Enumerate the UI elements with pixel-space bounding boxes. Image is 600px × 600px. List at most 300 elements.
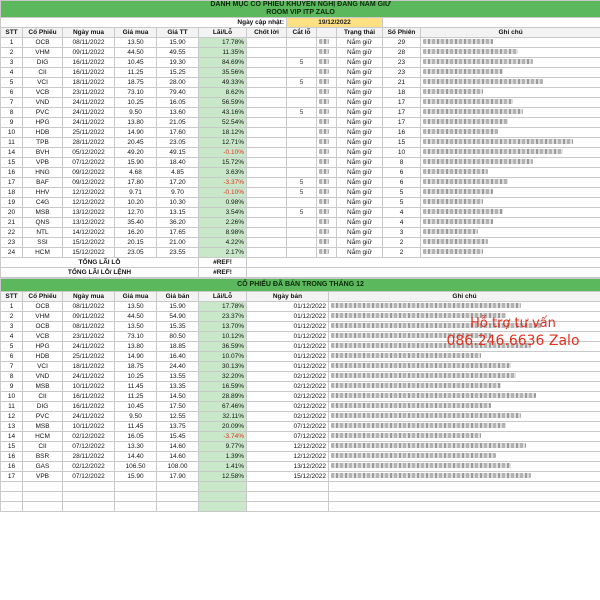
promo-phone[interactable]: 086.246.6636 Zalo [446, 333, 580, 349]
holding-row[interactable] [1, 138, 600, 148]
empty-row [1, 482, 600, 492]
redacted-note [423, 219, 493, 224]
sold-sell-date: 01/12/2022 [247, 332, 329, 342]
empty-cell [1, 482, 23, 492]
holding-pl: 84.69% [199, 58, 247, 68]
holding-pl: 2.26% [199, 218, 247, 228]
holding-stt: 22 [1, 228, 23, 238]
holding-status: Nắm giữ [337, 118, 383, 128]
holding-buy-price: 10.20 [115, 198, 157, 208]
sold-row[interactable] [1, 442, 600, 452]
sold-ticker: VND [23, 372, 63, 382]
holding-status: Nắm giữ [337, 248, 383, 258]
updated-label: Ngày cập nhật: [1, 18, 287, 28]
holding-status: Nắm giữ [337, 48, 383, 58]
sold-row[interactable] [1, 462, 600, 472]
holdings-header-row [1, 28, 600, 38]
holding-status: Nắm giữ [337, 238, 383, 248]
redacted-note [319, 129, 329, 134]
holding-stt: 18 [1, 188, 23, 198]
holding-market-price: 19.30 [157, 58, 199, 68]
sold-sell-price: 13.35 [157, 382, 199, 392]
holding-buy-price: 15.90 [115, 158, 157, 168]
holding-stt: 10 [1, 128, 23, 138]
holding-redacted [317, 148, 337, 158]
holding-ticker: VHM [23, 48, 63, 58]
holding-buy-price: 10.45 [115, 58, 157, 68]
sold-buy-date: 16/11/2022 [63, 402, 115, 412]
holding-buy-price: 9.71 [115, 188, 157, 198]
sold-row[interactable] [1, 452, 600, 462]
holding-market-price: 10.30 [157, 198, 199, 208]
redacted-note [423, 39, 493, 44]
holding-ticker: VCB [23, 88, 63, 98]
holding-buy-date: 07/12/2022 [63, 158, 115, 168]
holding-stop-loss [287, 248, 317, 258]
holding-stop-loss [287, 158, 317, 168]
holding-ticker: MSB [23, 208, 63, 218]
holding-buy-date: 16/11/2022 [63, 58, 115, 68]
holding-row[interactable] [1, 208, 600, 218]
holding-status: Nắm giữ [337, 58, 383, 68]
empty-cell [23, 492, 63, 502]
holding-status: Nắm giữ [337, 88, 383, 98]
holding-row[interactable] [1, 228, 600, 238]
sold-note [329, 452, 600, 462]
sold-stt: 13 [1, 422, 23, 432]
redacted-note [319, 219, 329, 224]
holding-row[interactable] [1, 188, 600, 198]
sold-note [329, 302, 600, 312]
sold-note [329, 312, 600, 322]
sold-sell-price: 14.60 [157, 442, 199, 452]
holdings-col-header: Ghi chú [421, 28, 600, 38]
sold-stt: 4 [1, 332, 23, 342]
holding-stt: 1 [1, 38, 23, 48]
sold-sell-price: 17.50 [157, 402, 199, 412]
holding-take-profit [247, 118, 287, 128]
redacted-note [331, 313, 506, 318]
holdings-col-header: Cắt lỗ [287, 28, 317, 38]
holding-stt: 23 [1, 238, 23, 248]
sold-note [329, 362, 600, 372]
redacted-note [319, 109, 329, 114]
holding-status: Nắm giữ [337, 218, 383, 228]
holding-note [421, 118, 600, 128]
promo-line1: Hỗ trợ tư vấn [470, 316, 556, 331]
redacted-note [331, 453, 496, 458]
redacted-note [319, 99, 329, 104]
sold-row[interactable] [1, 412, 600, 422]
holding-sessions: 5 [383, 188, 421, 198]
holding-status: Nắm giữ [337, 188, 383, 198]
holding-pl: -0.10% [199, 148, 247, 158]
holding-market-price: 17.60 [157, 128, 199, 138]
holding-stop-loss [287, 238, 317, 248]
holding-take-profit [247, 148, 287, 158]
sold-row[interactable] [1, 392, 600, 402]
redacted-note [331, 373, 516, 378]
sold-row[interactable] [1, 472, 600, 482]
holding-market-price: 15.90 [157, 38, 199, 48]
sold-row[interactable] [1, 332, 600, 342]
sold-buy-price: 13.50 [115, 302, 157, 312]
holding-stop-loss: 5 [287, 58, 317, 68]
redacted-note [423, 229, 478, 234]
sold-buy-price: 11.45 [115, 382, 157, 392]
holding-sessions: 23 [383, 68, 421, 78]
sold-col-header: Giá bán [157, 292, 199, 302]
holding-ticker: TPB [23, 138, 63, 148]
holdings-col-header [317, 28, 337, 38]
holding-note [421, 78, 600, 88]
holding-row[interactable] [1, 178, 600, 188]
updated-date[interactable]: 19/12/2022 [287, 18, 383, 28]
holding-sessions: 2 [383, 248, 421, 258]
holding-buy-price: 44.50 [115, 48, 157, 58]
holding-market-price: 49.55 [157, 48, 199, 58]
holdings-col-header: Số Phiên [383, 28, 421, 38]
sold-sell-date: 02/12/2022 [247, 382, 329, 392]
holding-market-price: 21.00 [157, 238, 199, 248]
redacted-note [319, 159, 329, 164]
empty-cell [329, 482, 600, 492]
sold-ticker: BSR [23, 452, 63, 462]
sold-row[interactable] [1, 372, 600, 382]
holdings-col-header: Cổ Phiếu [23, 28, 63, 38]
sold-note [329, 442, 600, 452]
holding-status: Nắm giữ [337, 128, 383, 138]
holding-redacted [317, 158, 337, 168]
holding-take-profit [247, 208, 287, 218]
holding-buy-date: 15/12/2022 [63, 248, 115, 258]
redacted-note [423, 49, 518, 54]
holding-buy-price: 11.25 [115, 68, 157, 78]
holding-stop-loss [287, 88, 317, 98]
holding-sessions: 16 [383, 128, 421, 138]
holding-market-price: 13.60 [157, 108, 199, 118]
empty-cell [1, 502, 23, 512]
holding-note [421, 68, 600, 78]
holding-buy-date: 16/11/2022 [63, 68, 115, 78]
redacted-note [319, 69, 329, 74]
holding-take-profit [247, 238, 287, 248]
holding-market-price: 13.15 [157, 208, 199, 218]
sold-row[interactable] [1, 362, 600, 372]
holding-buy-date: 09/12/2022 [63, 178, 115, 188]
holding-sessions: 18 [383, 88, 421, 98]
holding-sessions: 6 [383, 168, 421, 178]
holding-sessions: 28 [383, 48, 421, 58]
sold-row[interactable] [1, 312, 600, 322]
holding-redacted [317, 218, 337, 228]
sold-buy-price: 15.90 [115, 472, 157, 482]
sold-buy-date: 10/11/2022 [63, 422, 115, 432]
holding-stop-loss: 5 [287, 208, 317, 218]
holding-stt: 14 [1, 148, 23, 158]
holding-stt: 6 [1, 88, 23, 98]
empty-cell [1, 492, 23, 502]
empty-cell [157, 492, 199, 502]
sold-pl: 10.12% [199, 332, 247, 342]
holdings-col-header: Giá mua [115, 28, 157, 38]
holding-buy-price: 20.45 [115, 138, 157, 148]
holding-stt: 21 [1, 218, 23, 228]
sold-pl: 32.20% [199, 372, 247, 382]
holding-note [421, 138, 600, 148]
holding-status: Nắm giữ [337, 108, 383, 118]
holding-sessions: 5 [383, 198, 421, 208]
holding-ticker: HPG [23, 118, 63, 128]
sold-sell-date: 12/12/2022 [247, 442, 329, 452]
sold-pl: 10.07% [199, 352, 247, 362]
holding-stop-loss [287, 68, 317, 78]
sold-col-header: Ghi chú [329, 292, 600, 302]
empty-cell [329, 502, 600, 512]
holding-sessions: 15 [383, 138, 421, 148]
holding-buy-price: 16.20 [115, 228, 157, 238]
holding-sessions: 4 [383, 208, 421, 218]
sold-sell-price: 108.00 [157, 462, 199, 472]
redacted-note [319, 39, 329, 44]
sold-buy-date: 07/12/2022 [63, 442, 115, 452]
holding-row[interactable] [1, 98, 600, 108]
holding-buy-date: 08/11/2022 [63, 38, 115, 48]
holding-row[interactable] [1, 68, 600, 78]
holding-take-profit [247, 228, 287, 238]
holding-ticker: VCI [23, 78, 63, 88]
sold-row[interactable] [1, 342, 600, 352]
holding-sessions: 29 [383, 38, 421, 48]
sold-sell-date: 02/12/2022 [247, 402, 329, 412]
sold-row[interactable] [1, 352, 600, 362]
holding-sessions: 17 [383, 108, 421, 118]
sold-sell-date: 01/12/2022 [247, 312, 329, 322]
sold-pl: 16.59% [199, 382, 247, 392]
holding-row[interactable] [1, 158, 600, 168]
holding-status: Nắm giữ [337, 178, 383, 188]
empty-cell [115, 482, 157, 492]
holding-status: Nắm giữ [337, 168, 383, 178]
holding-take-profit [247, 38, 287, 48]
sold-stt: 2 [1, 312, 23, 322]
sold-buy-price: 13.30 [115, 442, 157, 452]
holding-row[interactable] [1, 168, 600, 178]
sold-stt: 12 [1, 412, 23, 422]
holding-buy-date: 25/11/2022 [63, 128, 115, 138]
holding-redacted [317, 238, 337, 248]
holding-ticker: DIG [23, 58, 63, 68]
holding-row[interactable] [1, 248, 600, 258]
sold-row[interactable] [1, 322, 600, 332]
holding-sessions: 17 [383, 118, 421, 128]
holding-note [421, 48, 600, 58]
holding-stt: 19 [1, 198, 23, 208]
holding-row[interactable] [1, 118, 600, 128]
redacted-note [423, 189, 493, 194]
holdings-col-header: Trạng thái [337, 28, 383, 38]
sold-row[interactable] [1, 422, 600, 432]
holding-row[interactable] [1, 38, 600, 48]
holding-buy-date: 09/11/2022 [63, 48, 115, 58]
redacted-note [423, 139, 573, 144]
sold-stt: 16 [1, 452, 23, 462]
redacted-note [331, 303, 521, 308]
holding-sessions: 21 [383, 78, 421, 88]
total-pl-label: TỔNG LÃI LỖ [1, 258, 199, 268]
holding-pl: -0.10% [199, 188, 247, 198]
sold-sell-price: 18.85 [157, 342, 199, 352]
redacted-note [423, 99, 513, 104]
sold-stt: 16 [1, 462, 23, 472]
empty-cell [247, 502, 329, 512]
sold-ticker: HPG [23, 342, 63, 352]
holding-stt: 2 [1, 48, 23, 58]
total-pl-row [1, 258, 600, 268]
sold-ticker: VCB [23, 332, 63, 342]
holding-pl: 17.78% [199, 38, 247, 48]
holding-row[interactable] [1, 148, 600, 158]
holding-stt: 24 [1, 248, 23, 258]
empty-cell [157, 482, 199, 492]
redacted-note [423, 149, 563, 154]
holding-market-price: 17.20 [157, 178, 199, 188]
sold-ticker: DIG [23, 402, 63, 412]
empty-cell [23, 502, 63, 512]
sold-stt: 15 [1, 442, 23, 452]
holding-take-profit [247, 48, 287, 58]
holding-market-price: 18.40 [157, 158, 199, 168]
holding-status: Nắm giữ [337, 78, 383, 88]
holding-buy-date: 15/12/2022 [63, 238, 115, 248]
holding-row[interactable] [1, 198, 600, 208]
sold-sell-date: 01/12/2022 [247, 302, 329, 312]
redacted-note [319, 49, 329, 54]
sold-buy-date: 23/11/2022 [63, 332, 115, 342]
holding-buy-price: 12.70 [115, 208, 157, 218]
holding-row[interactable] [1, 48, 600, 58]
holding-status: Nắm giữ [337, 68, 383, 78]
holding-redacted [317, 108, 337, 118]
empty-cell [247, 258, 600, 268]
holding-stop-loss: 5 [287, 108, 317, 118]
holding-row[interactable] [1, 238, 600, 248]
holding-row[interactable] [1, 58, 600, 68]
holding-status: Nắm giữ [337, 158, 383, 168]
holding-ticker: SSI [23, 238, 63, 248]
holding-stop-loss [287, 128, 317, 138]
holding-ticker: VPB [23, 158, 63, 168]
redacted-note [319, 169, 329, 174]
holding-pl: 43.16% [199, 108, 247, 118]
holding-market-price: 17.65 [157, 228, 199, 238]
sold-pl: 9.77% [199, 442, 247, 452]
holding-stt: 3 [1, 58, 23, 68]
sold-sell-date: 02/12/2022 [247, 372, 329, 382]
holding-pl: 11.35% [199, 48, 247, 58]
sold-buy-price: 73.10 [115, 332, 157, 342]
sold-col-header: Giá mua [115, 292, 157, 302]
holding-row[interactable] [1, 108, 600, 118]
total-pl-per-order-row [1, 268, 600, 278]
sold-note [329, 432, 600, 442]
holding-redacted [317, 98, 337, 108]
holding-ticker: HDB [23, 128, 63, 138]
holding-stop-loss [287, 198, 317, 208]
holding-pl: 56.59% [199, 98, 247, 108]
holding-ticker: BAF [23, 178, 63, 188]
holding-pl: 35.56% [199, 68, 247, 78]
sold-stt: 8 [1, 372, 23, 382]
holding-stt: 17 [1, 178, 23, 188]
redacted-note [331, 393, 536, 398]
sold-sell-price: 54.90 [157, 312, 199, 322]
holding-buy-date: 13/12/2022 [63, 208, 115, 218]
sold-note [329, 392, 600, 402]
sold-stt: 3 [1, 322, 23, 332]
sold-buy-price: 14.90 [115, 352, 157, 362]
holding-buy-date: 09/12/2022 [63, 168, 115, 178]
sold-row[interactable] [1, 432, 600, 442]
sold-sell-date: 01/12/2022 [247, 352, 329, 362]
holding-row[interactable] [1, 218, 600, 228]
holding-status: Nắm giữ [337, 228, 383, 238]
holding-ticker: QNS [23, 218, 63, 228]
redacted-note [319, 59, 329, 64]
sold-row[interactable] [1, 302, 600, 312]
holding-pl: 0.98% [199, 198, 247, 208]
sold-row[interactable] [1, 402, 600, 412]
holding-status: Nắm giữ [337, 198, 383, 208]
holding-sessions: 17 [383, 98, 421, 108]
sold-stt: 17 [1, 472, 23, 482]
sold-ticker: VHM [23, 312, 63, 322]
sold-sell-price: 14.50 [157, 392, 199, 402]
holding-redacted [317, 128, 337, 138]
sold-sell-price: 13.55 [157, 372, 199, 382]
holding-stop-loss [287, 138, 317, 148]
holding-buy-price: 13.50 [115, 38, 157, 48]
sold-row[interactable] [1, 382, 600, 392]
holding-ticker: C4G [23, 198, 63, 208]
holding-stt: 16 [1, 168, 23, 178]
holding-take-profit [247, 188, 287, 198]
holding-row[interactable] [1, 128, 600, 138]
sold-ticker: OCB [23, 322, 63, 332]
holding-pl: 3.54% [199, 208, 247, 218]
holding-take-profit [247, 248, 287, 258]
sold-note [329, 462, 600, 472]
empty-cell [63, 482, 115, 492]
holding-market-price: 4.85 [157, 168, 199, 178]
holding-take-profit [247, 58, 287, 68]
redacted-note [319, 79, 329, 84]
sold-sell-price: 24.40 [157, 362, 199, 372]
sold-ticker: MSB [23, 422, 63, 432]
redacted-note [423, 129, 498, 134]
redacted-note [331, 343, 531, 348]
holding-take-profit [247, 178, 287, 188]
holding-row[interactable] [1, 88, 600, 98]
sold-ticker: HCM [23, 432, 63, 442]
total-pl-per-order-label: TỔNG LÃI LỖ/ LỆNH [1, 268, 199, 278]
sold-buy-date: 18/11/2022 [63, 362, 115, 372]
holding-redacted [317, 178, 337, 188]
holding-row[interactable] [1, 78, 600, 88]
sold-title: CỔ PHIẾU ĐÃ BÁN TRONG THÁNG 12 [1, 279, 600, 292]
empty-cell [247, 482, 329, 492]
holding-stop-loss [287, 38, 317, 48]
